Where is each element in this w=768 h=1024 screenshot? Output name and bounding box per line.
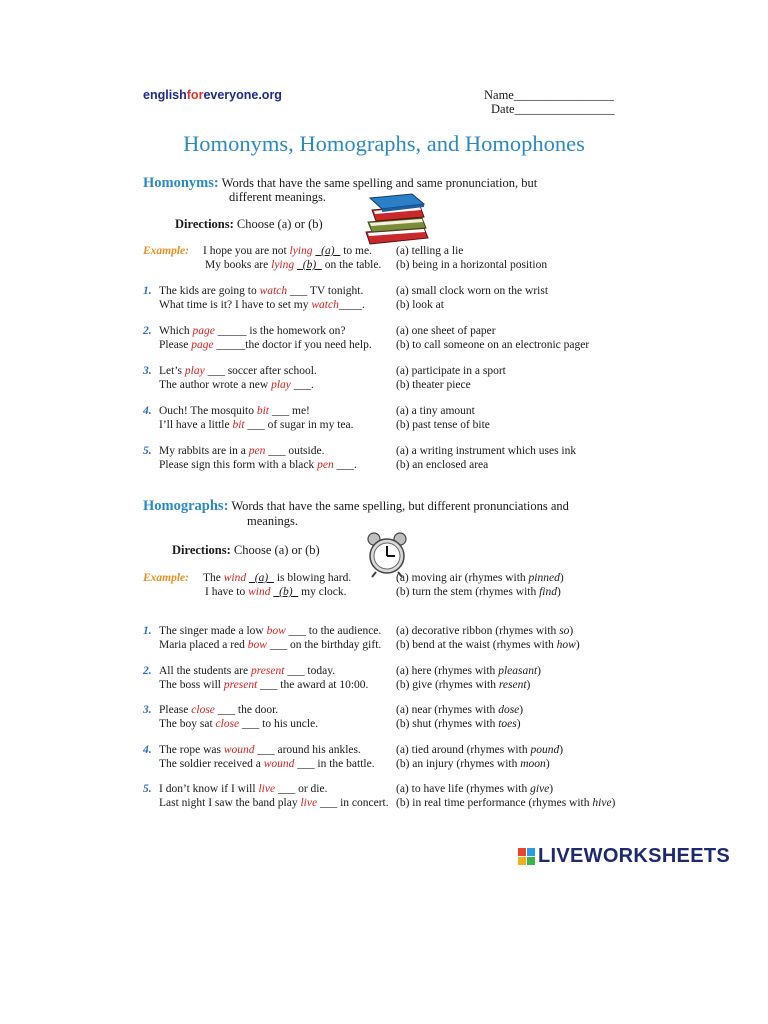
logo-square [518,848,526,856]
option-a [396,743,563,757]
text: ___ in concert. [317,797,389,809]
question-line-1 [159,664,335,678]
question-line-1 [159,703,278,717]
homographs-definition [143,499,569,513]
homonyms-definition [143,176,537,190]
option-b: (b) being in a horizontal position [396,259,548,271]
logo-square [527,857,535,865]
question-number: 4. [143,743,152,756]
target-word: watch [259,285,288,297]
text: What time is it? I have to set my [159,299,312,311]
text: my clock. [298,586,347,598]
target-word: present [223,678,258,691]
text: to me. [340,245,372,257]
question-line-1 [159,782,327,796]
text: The boy sat [159,718,216,730]
rhyme-word: pinned [528,572,560,584]
option-a [396,571,564,585]
target-word: present [250,664,285,677]
question-number: 5. [143,783,152,795]
question-line-1 [159,624,381,638]
text: ___ to his uncle. [239,718,319,730]
directions-label: Directions: [172,543,231,557]
target-word: pen [317,459,334,471]
example-line-1 [203,244,372,258]
target-word: lying [289,245,313,257]
liveworksheets-brand: LIVEWORKSHEETS [538,845,730,867]
text: (a) here (rhymes with [396,664,499,677]
text: ___ the award at 10:00. [257,678,369,691]
text: The soldier received a [159,757,264,770]
homographs-directions [172,543,320,558]
answer: (a) [315,245,341,257]
text: The kids are going to [159,285,260,297]
rhyme-word: find [539,586,557,598]
option-a [396,664,541,678]
target-word: wind [248,586,271,598]
text: _____the doctor if you need help. [213,339,372,351]
homographs-def-line1: Words that have the same spelling, but different pronunciations and [231,499,569,513]
text: ___ soccer after school. [204,365,317,377]
books-icon [362,192,434,248]
example-line-2 [205,258,381,272]
text: ) [559,572,564,584]
text: ) [545,757,550,770]
question-number: 2. [143,325,152,337]
answer: (b) [297,259,322,271]
text: ___ the door. [214,704,279,716]
rhyme-word: resent [498,678,527,691]
question-line-1 [159,743,361,757]
text: _____ is the homework on? [214,325,346,337]
text: I have to [205,586,249,598]
option-b: (b) past tense of bite [396,419,490,431]
example-line-2 [205,585,347,599]
homonyms-def-line1: Words that have the same spelling and same pronunciation, but [221,176,538,190]
homonyms-def-line2: different meanings. [229,190,326,204]
directions-text: Choose (a) or (b) [233,543,320,557]
text: Please [159,704,192,716]
text: ) [559,743,564,756]
logo-square [518,857,526,865]
option-b: (b) to call someone on an electronic pager [396,339,590,351]
option-b: (b) theater piece [396,379,471,391]
rhyme-word: pleasant [498,664,538,677]
question-number: 3. [143,704,152,716]
page-title: Homonyms, Homographs, and Homophones [183,131,585,156]
text: ___ outside. [265,445,325,457]
target-word: live [258,783,276,795]
option-b [396,717,521,731]
directions-label: Directions: [175,217,234,231]
target-word: close [215,718,240,730]
text: ____. [338,299,365,311]
text: ___ in the battle. [294,757,375,770]
text: The author wrote a new [159,379,272,391]
target-word: bit [232,419,245,431]
directions-text: Choose (a) or (b) [236,217,323,231]
question-line-2 [159,458,357,472]
target-word: wound [223,743,255,756]
question-line-2 [159,796,389,810]
text: ___ or die. [275,783,328,795]
example-line-1 [203,571,351,585]
question-number: 1. [143,625,152,637]
question-line-1 [159,364,317,378]
target-word: bow [247,639,267,651]
question-line-2 [159,757,375,771]
target-word: lying [271,259,295,271]
text: My rabbits are in a [159,445,249,457]
option-b [396,678,530,692]
target-word: close [191,704,215,716]
text: ) [519,704,524,716]
text: ) [549,783,554,795]
text: I don’t know if I will [159,783,259,795]
question-line-2 [159,298,365,312]
text: ___ TV tonight. [287,285,364,297]
text: ___. [333,459,357,471]
text: (b) shut (rhymes with [396,718,499,730]
site-name-part: for [186,88,204,102]
text: is blowing hard. [273,572,352,584]
text: ) [537,664,542,677]
question-number: 5. [143,445,152,457]
option-a: (a) a tiny amount [396,405,475,417]
text: ) [526,678,531,691]
target-word: live [300,797,318,809]
example-label: Example: [143,245,189,257]
text: (b) turn the stem (rhymes with [396,586,540,598]
question-number: 1. [143,285,152,297]
rhyme-word: how [556,639,576,651]
text: ) [575,639,580,651]
text: Last night I saw the band play [159,797,301,809]
text: ) [611,797,616,809]
option-b [396,638,580,652]
question-number: 4. [143,405,152,417]
liveworksheets-logo [518,845,730,868]
option-a: (a) telling a lie [396,245,464,257]
text: (b) bend at the waist (rhymes with [396,639,557,651]
rhyme-word: dose [498,704,520,716]
question-line-1 [159,444,324,458]
rhyme-word: give [530,783,550,795]
text: Please [159,339,192,351]
question-line-2 [159,678,368,692]
answer: (b) [273,586,299,598]
rhyme-word: toes [498,718,517,730]
text: ___ today. [284,664,336,677]
option-a: (a) a writing instrument which uses ink [396,445,577,457]
text: (b) an injury (rhymes with [396,757,521,770]
rhyme-word: moon [520,757,546,770]
text: (a) tied around (rhymes with [396,743,531,756]
question-line-2 [159,418,354,432]
text: (b) give (rhymes with [396,678,499,691]
text: The rope was [159,743,224,756]
text: The [203,572,224,584]
question-line-1 [159,324,346,338]
option-b [396,796,615,810]
example-label: Example: [143,572,189,584]
target-word: bit [256,405,269,417]
question-line-2 [159,338,372,352]
text: Maria placed a red [159,639,248,651]
text: I hope you are not [203,245,290,257]
text: I’ll have a little [159,419,233,431]
rhyme-word: so [559,625,570,637]
text: ___ to the audience. [285,625,382,637]
liveworksheets-icon [518,848,535,865]
homographs-def-line2: meanings. [247,514,299,528]
question-line-1 [159,284,363,298]
answer: (a) [249,572,274,584]
text: The singer made a low [159,625,267,637]
text: The boss will [159,678,224,691]
target-word: wound [263,757,295,770]
question-line-1 [159,404,310,418]
text: My books are [205,259,272,271]
text: ) [556,586,561,598]
text: (a) moving air (rhymes with [396,572,529,584]
option-b: (b) an enclosed area [396,459,489,471]
target-word: bow [266,625,286,637]
target-word: page [191,339,214,351]
option-a [396,624,573,638]
question-number: 3. [143,365,152,377]
text: (b) in real time performance (rhymes with [396,797,593,809]
text: All the students are [159,664,251,677]
rhyme-word: pound [530,743,560,756]
question-line-2 [159,717,318,731]
question-line-2 [159,378,314,392]
text: (a) near (rhymes with [396,704,499,716]
homonyms-directions [175,217,323,232]
target-word: watch [311,299,339,311]
option-b [396,585,561,599]
text: Let’s [159,365,185,377]
rhyme-word: hive [592,797,612,809]
question-line-2 [159,638,381,652]
option-b: (b) look at [396,299,444,311]
target-word: play [184,365,205,377]
text: ___ me! [269,405,310,417]
site-logo-text [143,88,282,102]
text: (a) decorative ribbon (rhymes with [396,625,560,637]
option-b [396,757,550,771]
text: ) [516,718,521,730]
option-a [396,703,523,717]
text: Ouch! The mosquito [159,405,257,417]
text: ___ on the birthday gift. [266,639,382,651]
name-field: Name________________ [484,88,614,102]
text: Which [159,325,193,337]
target-word: wind [223,572,247,584]
homographs-label: Homographs: [143,498,229,514]
option-a [396,782,553,796]
option-a: (a) small clock worn on the wrist [396,285,549,297]
text: ) [569,625,574,637]
site-name-part: everyone.org [203,88,282,102]
text: (a) to have life (rhymes with [396,783,531,795]
homonyms-label: Homonyms: [143,175,219,191]
target-word: pen [248,445,266,457]
option-a: (a) participate in a sport [396,365,506,377]
text: on the table. [321,259,382,271]
logo-square [527,848,535,856]
text: ___ of sugar in my tea. [244,419,354,431]
text: ___. [290,379,314,391]
target-word: page [192,325,215,337]
text: ___ around his ankles. [254,743,361,756]
question-number: 2. [143,664,152,677]
site-name-part: english [143,88,187,102]
target-word: play [271,379,291,391]
text: Please sign this form with a black [159,459,318,471]
option-a: (a) one sheet of paper [396,325,496,337]
date-field: Date________________ [491,102,615,116]
